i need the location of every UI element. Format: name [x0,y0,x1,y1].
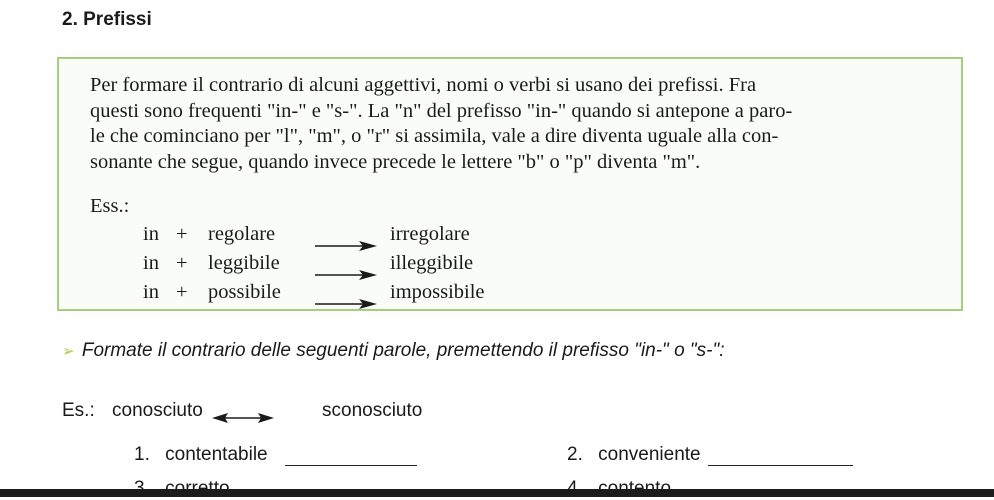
example-line-result: sconosciuto [322,400,423,421]
exercise-word: contentabile [165,444,268,465]
exercise-number: 1. [134,444,150,465]
exercise-number: 2. [567,444,583,465]
exercise-item [134,443,417,466]
answer-blank[interactable] [285,443,417,466]
example-word: regolare [208,223,276,245]
bullet-arrow-icon: ➢ [62,343,75,360]
bottom-bar [0,489,994,497]
plus-sign: + [176,223,188,245]
example-word: leggibile [208,252,280,274]
section-title: 2. Prefissi [62,9,152,30]
exercise-item [567,443,853,466]
example-prefix: in [143,252,159,274]
arrow-right-icon [315,263,377,286]
arrow-right-icon [315,234,377,257]
arrow-right-icon [315,292,377,315]
rule-box [57,57,963,311]
plus-sign: + [176,252,188,274]
instruction-text: Formate il contrario delle seguenti parole, premettendo il prefisso "in-" o "s-": [81,340,725,361]
exercise-word: conveniente [598,444,701,465]
examples-label: Ess.: [90,195,130,217]
rule-text [90,73,926,175]
example-word: possibile [208,281,281,303]
example-prefix: in [143,223,159,245]
instruction [62,340,725,362]
example-result: illeggibile [390,252,474,274]
plus-sign: + [176,281,188,303]
rule-line: le che cominciano per "l", "m", o "r" si assimila, vale a dire diventa uguale alla con- [90,125,779,147]
example-line-word: conosciuto [112,400,203,421]
rule-line: questi sono frequenti "in-" e "s-". La "n" del prefisso "in-" quando si antepone a paro- [90,99,793,122]
example-line-label: Es.: [62,400,95,421]
double-arrow-icon [212,407,274,429]
rule-line: Per formare il contrario di alcuni aggettivi, nomi o verbi si usano dei prefissi. Fra [90,74,757,96]
example-result: irregolare [390,223,470,245]
example-prefix: in [143,281,159,303]
answer-blank[interactable] [708,443,853,466]
rule-line: sonante che segue, quando invece precede le lettere "b" o "p" diventa "m". [90,150,701,173]
example-result: impossibile [390,281,485,303]
